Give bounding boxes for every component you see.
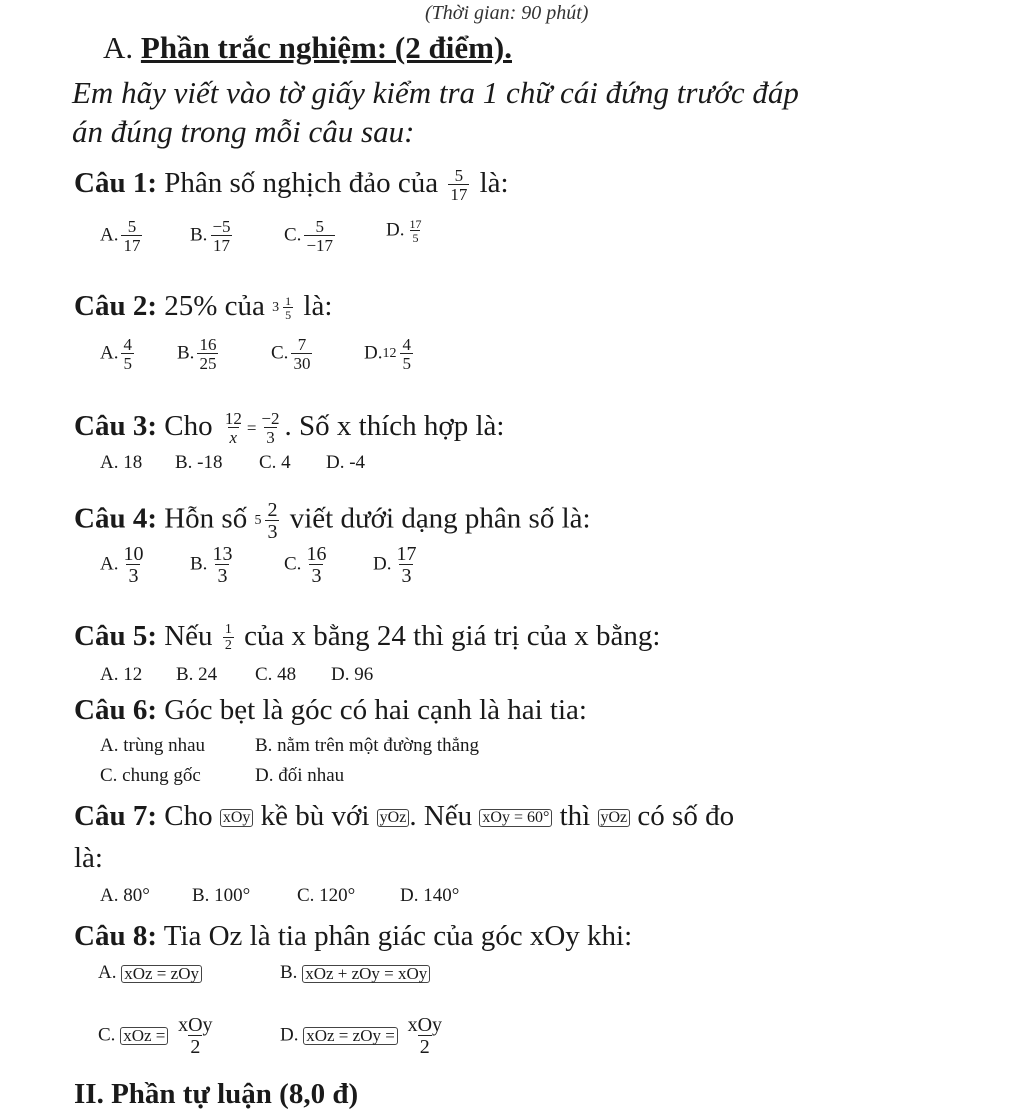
q7-option-c: C. 120° [297,885,356,906]
q8-label: Câu 8: [74,920,157,952]
question-3: Câu 3: Cho $\frac{12}{x}$ = $\frac{-2}{3}$ . Số x thích hợp là: [74,409,505,448]
q2-mixed-number: 3 $\frac{1}{5}$ [272,294,292,323]
q8-option-c-fraction: $\frac{\text{xOy}}{2}$ [178,1014,213,1058]
q1-option-b: B. $\frac{-5}{17}$ [190,217,231,255]
q3-option-a: A. 18 [100,452,143,473]
q8-option-c-lhs: xOz = [120,1027,168,1045]
q1-label: Câu 1: [74,167,157,199]
q1-option-a: A. $\frac{5}{17}$ [100,217,141,255]
q6-label: Câu 6: [74,694,157,726]
question-5: Câu 5: Nếu $\frac{1}{2}$ của x bằng 24 thì giá trị của x bằng: [74,620,661,654]
q3-label: Câu 3: [74,410,157,442]
q3-option-c: C. 4 [259,452,291,473]
q2-option-b: B. $\frac{16}{25}$ [177,335,217,373]
q5-option-c: C. 48 [255,664,297,685]
q4-option-c: C. $\frac{16}{3}$ [284,543,327,587]
section-a-heading: Phần trắc nghiệm: (2 điểm). [140,30,512,65]
q6-option-d: D. đối nhau [255,765,345,786]
q8-option-d: D. xOz = zOy = $\frac{\text{xOy}}{2}$ [280,1014,443,1058]
q6-option-c: C. chung gốc [100,765,201,786]
q4-option-b: B. $\frac{13}{3}$ [190,543,233,587]
q3-option-d: D. -4 [326,452,366,473]
q7-angle-yoz: yOz [377,809,410,827]
q7-angle-xoy: xOy [220,809,254,827]
q8-option-b-expression: xOz + zOy = xOy [302,965,430,983]
q2-option-c: C. $\frac{7}{30}$ [271,335,311,373]
q8-option-b: B. xOz + zOy = xOy [280,962,430,984]
q2-option-d: D. 12 $\frac{4}{5}$ [364,335,411,373]
q8-option-d-fraction: $\frac{\text{xOy}}{2}$ [407,1014,443,1058]
q3-fraction-left: $\frac{12}{x}$ [224,409,242,448]
question-7: Câu 7: Cho xOy kề bù với yOz . Nếu xOy = 60° thì yOz có số đo [74,800,735,832]
q3-option-b: B. -18 [175,452,223,473]
instruction-line-2: án đúng trong mỗi câu sau: [72,114,415,149]
section-2-heading-partial: II. Phần tự luận (8,0 đ) [74,1078,359,1110]
exam-time: (Thời gian: 90 phút) [425,2,589,24]
q7-option-d: D. 140° [400,885,460,906]
q5-option-a: A. 12 [100,664,143,685]
q7-option-a: A. 80° [100,885,150,906]
question-4: Câu 4: Hỗn số 5 $\frac{2}{3}$ viết dưới dạng phân số là: [74,499,591,543]
q7-angle-yoz-2: yOz [598,809,631,827]
q4-option-d: D. $\frac{17}{3}$ [373,543,417,587]
q1-fraction: $\frac{5}{17}$ [450,166,468,205]
q2-option-a: A. $\frac{4}{5}$ [100,335,132,373]
q1-option-d: D. $\frac{17}{5}$ [386,217,422,245]
q3-equals: = [246,418,257,438]
q5-fraction: $\frac{1}{2}$ [224,622,232,654]
question-2: Câu 2: 25% của 3 $\frac{1}{5}$ là: [74,290,333,323]
q5-option-d: D. 96 [331,664,374,685]
section-a-prefix: A. [103,30,141,65]
q3-fraction-right: $\frac{-2}{3}$ [261,409,280,448]
q8-option-d-lhs: xOz = zOy = [303,1027,398,1045]
q6-option-a: A. trùng nhau [100,735,206,756]
q7-line-2: là: [74,842,103,874]
q8-option-a-expression: xOz = zOy [121,965,202,983]
q7-label: Câu 7: [74,800,157,832]
question-8: Câu 8: Tia Oz là tia phân giác của góc xOy khi: [74,920,633,952]
q1-text: Phân số nghịch đảo của [156,167,446,199]
instruction-line-1: Em hãy viết vào tờ giấy kiểm tra 1 chữ cái đứng trước đáp [72,75,799,110]
question-1: Câu 1: Phân số nghịch đảo của $\frac{5}{17}$ là: [74,166,509,205]
q1-option-c: C. $\frac{5}{-17}$ [284,217,334,255]
q5-option-b: B. 24 [176,664,218,685]
section-a-title [103,30,512,66]
q8-option-a: A. xOz = zOy [98,962,202,984]
q8-option-c: C. xOz = $\frac{\text{xOy}}{2}$ [98,1014,213,1058]
q4-mixed-number: 5 $\frac{2}{3}$ [254,499,278,543]
q4-option-a: A. $\frac{10}{3}$ [100,543,144,587]
q2-label: Câu 2: [74,290,157,322]
question-6: Câu 6: Góc bẹt là góc có hai cạnh là hai tia: [74,694,587,726]
q5-label: Câu 5: [74,620,157,652]
q4-label: Câu 4: [74,502,157,535]
q7-angle-equation: xOy = 60° [479,809,552,827]
q6-option-b: B. nằm trên một đường thẳng [255,735,480,756]
q7-option-b: B. 100° [192,885,251,906]
